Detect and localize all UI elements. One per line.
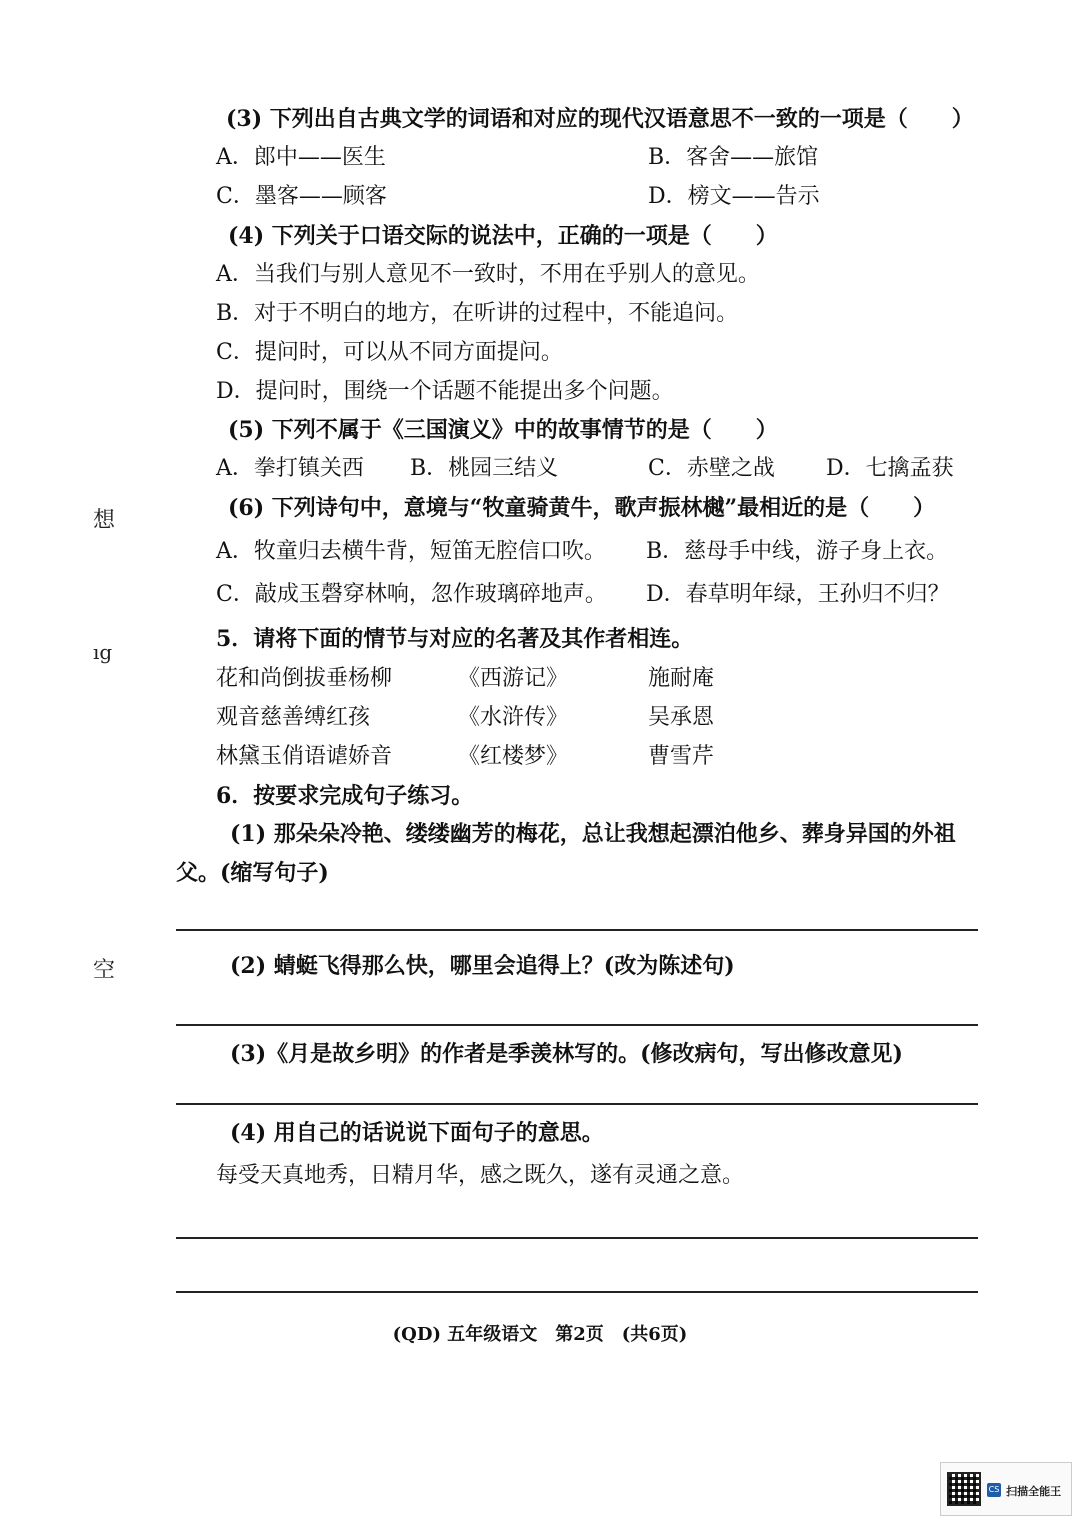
q3-option-c: C．墨客——顾客 [216, 184, 387, 209]
q5-option-d: D．七擒孟获 [826, 456, 954, 481]
q3-option-b: B．客舍——旅馆 [648, 145, 819, 170]
section6-title: 6．按要求完成句子练习。 [216, 783, 474, 809]
book-item: 《红楼梦》 [458, 744, 569, 769]
margin-fragment: ıg [93, 640, 113, 664]
q4-option-c: C．提问时，可以从不同方面提问。 [216, 340, 563, 365]
book-item: 《西游记》 [458, 666, 569, 691]
scanner-watermark [940, 1462, 1072, 1516]
q6-stem: (6) 下列诗句中，意境与“牧童骑黄牛，歌声振林樾”最相近的是（ ） [228, 495, 936, 521]
author-item: 曹雪芹 [648, 744, 715, 769]
plot-item: 观音慈善缚红孩 [216, 705, 371, 730]
margin-fragment: 想 [93, 508, 116, 533]
q6-option-c: C．敲成玉磬穿林响，忽作玻璃碎地声。 [216, 582, 607, 607]
q4-option-b: B．对于不明白的地方，在听讲的过程中，不能追问。 [216, 301, 739, 326]
s4-quote: 每受天真地秀，日精月华，感之既久，遂有灵通之意。 [216, 1163, 745, 1188]
s3: (3)《月是故乡明》的作者是季羡林写的。(修改病句，写出修改意见) [230, 1041, 903, 1067]
answer-line-2 [176, 1024, 978, 1026]
q4-option-d: D．提问时，围绕一个话题不能提出多个问题。 [216, 379, 674, 404]
q6-option-d: D．春草明年绿，王孙归不归？ [646, 582, 950, 607]
section5-title: 5．请将下面的情节与对应的名著及其作者相连。 [216, 626, 694, 652]
s4: (4) 用自己的话说说下面句子的意思。 [230, 1120, 604, 1146]
q4-option-a: A．当我们与别人意见不一致时，不用在乎别人的意见。 [216, 262, 760, 287]
author-item: 施耐庵 [648, 666, 715, 691]
cs-logo-icon: CS [987, 1483, 1001, 1497]
q4-stem: (4) 下列关于口语交际的说法中，正确的一项是（ ） [228, 223, 778, 249]
page-footer: (QD) 五年级语文 第2页 (共6页) [392, 1324, 688, 1345]
q3-option-d: D．榜文——告示 [648, 184, 820, 209]
plot-item: 林黛玉俏语谑娇音 [216, 744, 393, 769]
answer-line-5 [176, 1291, 978, 1293]
q5-option-a: A．拳打镇关西 [216, 456, 364, 481]
s1-line2: 父。(缩写句子) [176, 860, 329, 886]
answer-line-4 [176, 1237, 978, 1239]
q6-option-a: A．牧童归去横牛背，短笛无腔信口吹。 [216, 539, 606, 564]
answer-line-3 [176, 1103, 978, 1105]
badge-title: 扫描全能王 [1006, 1484, 1062, 1498]
q5-option-b: B．桃园三结义 [410, 456, 559, 481]
qr-code-icon [947, 1472, 981, 1506]
q5-stem: (5) 下列不属于《三国演义》中的故事情节的是（ ） [228, 417, 778, 443]
margin-fragment: 空 [93, 958, 116, 983]
q3-option-a: A．郎中——医生 [216, 145, 386, 170]
book-item: 《水浒传》 [458, 705, 569, 730]
author-item: 吴承恩 [648, 705, 715, 730]
q3-stem: (3) 下列出自古典文学的词语和对应的现代汉语意思不一致的一项是（ ） [226, 106, 974, 132]
q5-option-c: C．赤壁之战 [648, 456, 775, 481]
s1-line1: (1) 那朵朵冷艳、缕缕幽芳的梅花，总让我想起漂泊他乡、葬身异国的外祖 [230, 821, 956, 847]
q6-option-b: B．慈母手中线，游子身上衣。 [646, 539, 949, 564]
s2: (2) 蜻蜓飞得那么快，哪里会追得上？(改为陈述句) [230, 953, 735, 979]
answer-line-1 [176, 929, 978, 931]
plot-item: 花和尚倒拔垂杨柳 [216, 666, 393, 691]
